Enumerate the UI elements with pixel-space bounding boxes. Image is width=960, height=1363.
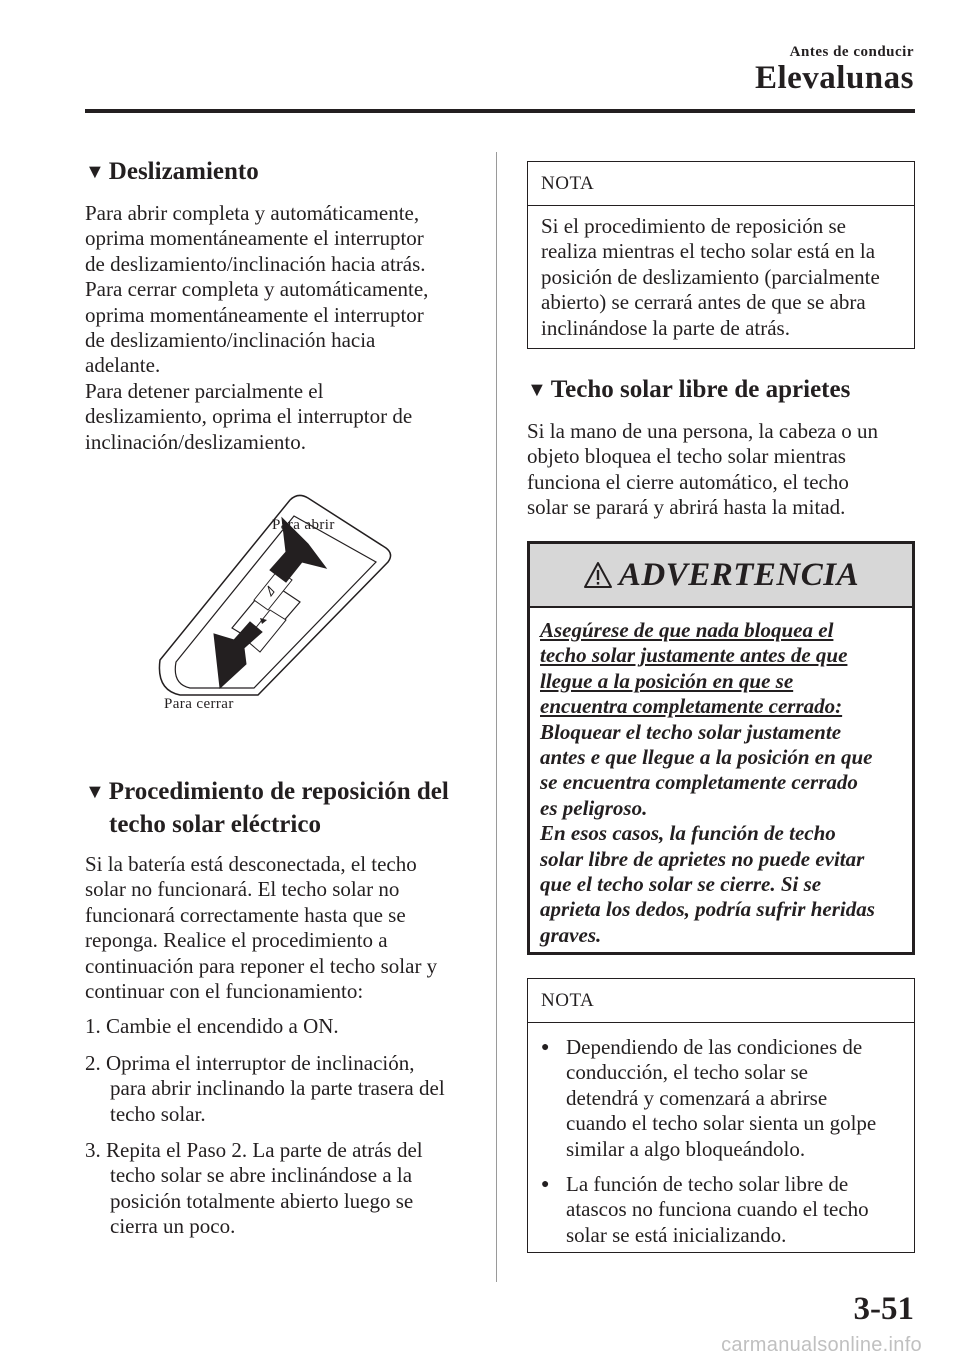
section-procedimiento xyxy=(85,776,485,1240)
text-line: encuentra completamente cerrado: xyxy=(540,694,843,719)
heading-procedimiento-line2: techo solar eléctrico xyxy=(109,811,321,838)
list-item xyxy=(85,1138,485,1240)
nota-box-2 xyxy=(527,978,915,1253)
text-line: Para cerrar completa y automáticamente, xyxy=(85,277,429,302)
list-item xyxy=(532,1035,901,1162)
text-line: de deslizamiento/inclinación hacia atrás. xyxy=(85,251,426,276)
section-deslizamiento xyxy=(85,156,485,455)
text-line: detendrá y comenzará a abrirse xyxy=(566,1085,828,1110)
heading-deslizamiento: ▼ Deslizamiento xyxy=(85,158,259,185)
text-line: cuando el techo solar sienta un golpe xyxy=(566,1111,877,1136)
step-line: 3. Repita el Paso 2. La parte de atrás del xyxy=(85,1138,423,1163)
bullet-icon: ● xyxy=(541,1040,550,1055)
text-line: En esos casos, la función de techo xyxy=(540,821,836,846)
text-line: realiza mientras el techo solar está en la xyxy=(541,239,876,264)
warning-header xyxy=(530,544,912,608)
text-line: Si la batería está desconectada, el techo xyxy=(85,852,417,876)
text-line: reponga. Realice el procedimiento a xyxy=(85,928,388,953)
warning-triangle-icon xyxy=(583,561,613,589)
list-item xyxy=(85,1014,485,1039)
nota-heading: NOTA xyxy=(528,979,914,1023)
text-line: Bloquear el techo solar justamente xyxy=(540,719,842,744)
watermark: carmanualsonline.info xyxy=(721,1334,922,1356)
text-line: oprima momentáneamente el interruptor xyxy=(85,226,424,251)
text-line: funcionará correctamente hasta que se xyxy=(85,902,406,927)
column-divider xyxy=(496,152,497,1282)
text-line: Asegúrese de que nada bloquea el xyxy=(540,618,834,642)
text-line: continuar con el funcionamiento: xyxy=(85,979,364,1004)
text-line: llegue a la posición en que se xyxy=(540,668,794,693)
sunroof-switch-figure xyxy=(150,490,420,720)
triangle-down-icon: ▼ xyxy=(527,379,547,401)
text-line: similar a algo bloqueándolo. xyxy=(566,1136,806,1161)
text-line: se encuentra completamente cerrado xyxy=(540,770,858,795)
nota-body xyxy=(528,1023,914,1266)
text-line: deslizamiento, oprima el interruptor de xyxy=(85,404,413,429)
step-line: posición totalmente abierto luego se xyxy=(110,1188,414,1213)
text-line: oprima momentáneamente el interruptor xyxy=(85,302,424,327)
triangle-down-icon: ▼ xyxy=(85,161,105,183)
list-item xyxy=(85,1051,485,1127)
step-line: 1. Cambie el encendido a ON. xyxy=(85,1014,339,1039)
step-line: para abrir inclinando la parte trasera del xyxy=(110,1076,445,1101)
list-item xyxy=(532,1172,901,1248)
text-line: aprieta los dedos, podría sufrir heridas xyxy=(540,897,875,922)
step-line: 2. Oprima el interruptor de inclinación, xyxy=(85,1050,415,1075)
text-line: solar no funcionará. El techo solar no xyxy=(85,877,400,902)
text-line: funciona el cierre automático, el techo xyxy=(527,469,849,494)
text-line: solar se parará y abrirá hasta la mitad. xyxy=(527,495,846,520)
label-close: Para cerrar xyxy=(164,696,234,712)
step-line: techo solar se abre inclinándose a la xyxy=(110,1163,413,1188)
header-rule xyxy=(85,109,915,113)
procedimiento-text xyxy=(85,852,485,1004)
bullet-icon: ● xyxy=(541,1177,550,1193)
text-line: Para abrir completa y automáticamente, xyxy=(85,201,420,225)
nota-box-1 xyxy=(527,161,915,349)
text-line: posición de deslizamiento (parcialmente xyxy=(541,264,880,289)
text-line: atascos no funciona cuando el techo xyxy=(566,1197,869,1222)
text-line: es peligroso. xyxy=(540,795,648,820)
warning-title: ADVERTENCIA xyxy=(618,556,860,593)
text-line: Para detener parcialmente el xyxy=(85,378,324,403)
text-line: que el techo solar se cierre. Si se xyxy=(540,872,822,897)
section-techo-libre xyxy=(527,374,915,521)
text-line: continuación para reponer el techo solar y xyxy=(85,953,438,978)
step-line: techo solar. xyxy=(110,1101,206,1126)
text-line: inclinación/deslizamiento. xyxy=(85,429,307,454)
text-line: adelante. xyxy=(85,353,161,378)
text-line: graves. xyxy=(540,922,602,947)
text-line: Si el procedimiento de reposición se xyxy=(541,214,847,238)
nota-body xyxy=(528,206,914,349)
step-list xyxy=(85,1014,485,1239)
text-line: Dependiendo de las condiciones de xyxy=(566,1035,863,1059)
step-line: cierra un poco. xyxy=(110,1214,236,1239)
text-line: solar se está inicializando. xyxy=(566,1222,787,1247)
text-line: conducción, el techo solar se xyxy=(566,1060,808,1085)
triangle-down-icon: ▼ xyxy=(85,781,105,803)
page-title: Elevalunas xyxy=(754,60,914,96)
section-label: Antes de conducir xyxy=(789,44,914,60)
text-line: inclinándose la parte de atrás. xyxy=(541,315,790,340)
text-line: La función de techo solar libre de xyxy=(566,1172,849,1197)
text-line: techo solar justamente antes de que xyxy=(540,643,848,668)
text-line: objeto bloquea el techo solar mientras xyxy=(527,444,846,469)
text-line: abierto) se cerrará antes de que se abra xyxy=(541,290,866,315)
deslizamiento-text xyxy=(85,201,485,455)
warning-box xyxy=(527,541,915,955)
page-number: 3-51 xyxy=(853,1291,914,1327)
warning-body xyxy=(530,608,912,958)
text-line: de deslizamiento/inclinación hacia xyxy=(85,328,376,353)
text-line: solar libre de aprietes no puede evitar xyxy=(540,846,865,871)
techo-libre-text xyxy=(527,419,915,521)
label-open: Para abrir xyxy=(272,517,335,533)
text-line: Si la mano de una persona, la cabeza o un xyxy=(527,419,879,443)
nota-heading: NOTA xyxy=(528,162,914,206)
heading-procedimiento: ▼ Procedimiento de reposición del xyxy=(85,778,449,805)
text-line: antes e que llegue a la posición en que xyxy=(540,745,873,770)
heading-techo-libre: ▼ Techo solar libre de aprietes xyxy=(527,376,851,403)
